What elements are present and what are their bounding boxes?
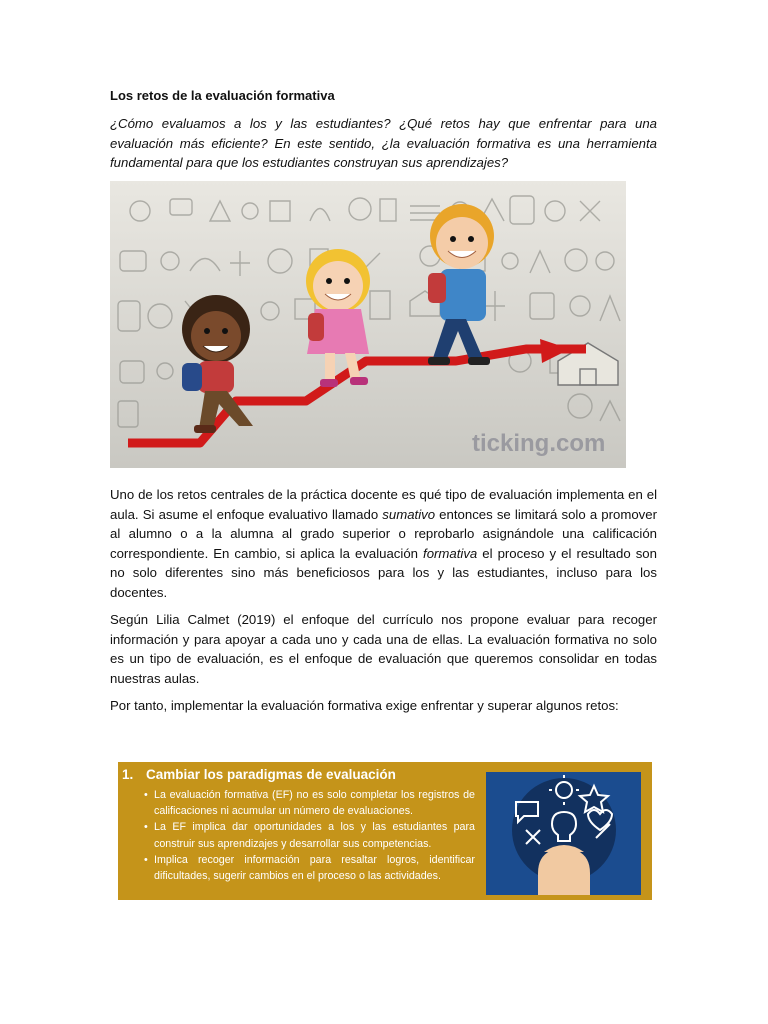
head-icons-image xyxy=(486,772,641,895)
paragraph-2: Según Lilia Calmet (2019) el enfoque del currículo nos propone evaluar para recoger información y para apoyar a cada uno y cada una de ellas. La evaluación formativa no solo es un tipo de evaluación, es el enfoque de evaluación que queremos consolidar en todas nuestras aulas. xyxy=(110,612,657,686)
list-item: • Implica recoger información para resaltar logros, identificar dificultades, sugerir cambios en el proceso o las actividades. xyxy=(144,853,475,883)
challenge-box xyxy=(118,762,652,900)
hero-watermark: ticking.com xyxy=(472,430,606,457)
paragraph-1: Uno de los retos centrales de la práctica docente es qué tipo de evaluación implementa en el aula. Si asume el enfoque evaluativo llamado sumativo entonces se limitará solo a promover al alumno o a la alumna al grado superior o reprobarlo asignándole una calificación correspondiente. En cambio, si aplica la evaluación formativa el proceso y el resultado son no solo diferentes sino más beneficiosos para los y las estudiantes, incluso para los docentes. xyxy=(110,487,657,600)
head-ideas-illustration xyxy=(486,772,641,895)
hero-illustration-kids-on-arrow xyxy=(110,181,626,468)
list-item: • La evaluación formativa (EF) no es solo completar los registros de calificaciones ni acumular un número de evaluaciones. xyxy=(144,789,475,818)
challenge-list xyxy=(144,787,475,884)
list-item: • La EF implica dar oportunidades a los y las estudiantes para construir sus aprendizajes y desarrollar sus competencias. xyxy=(144,821,475,850)
paragraph-3: Por tanto, implementar la evaluación formativa exige enfrentar y superar algunos retos: xyxy=(110,698,619,713)
intro-paragraph: ¿Cómo evaluamos a los y las estudiantes? ¿Qué retos hay que enfrentar para una evaluación más eficiente? En este sentido, ¿la evaluación formativa es una herramienta fundamental para que los estudiantes construyan sus aprendizajes? xyxy=(110,116,657,170)
kids-walking-arrow-image xyxy=(110,181,626,468)
challenge-heading: 1. Cambiar los paradigmas de evaluación xyxy=(122,767,396,782)
document-title: Los retos de la evaluación formativa xyxy=(110,88,335,103)
